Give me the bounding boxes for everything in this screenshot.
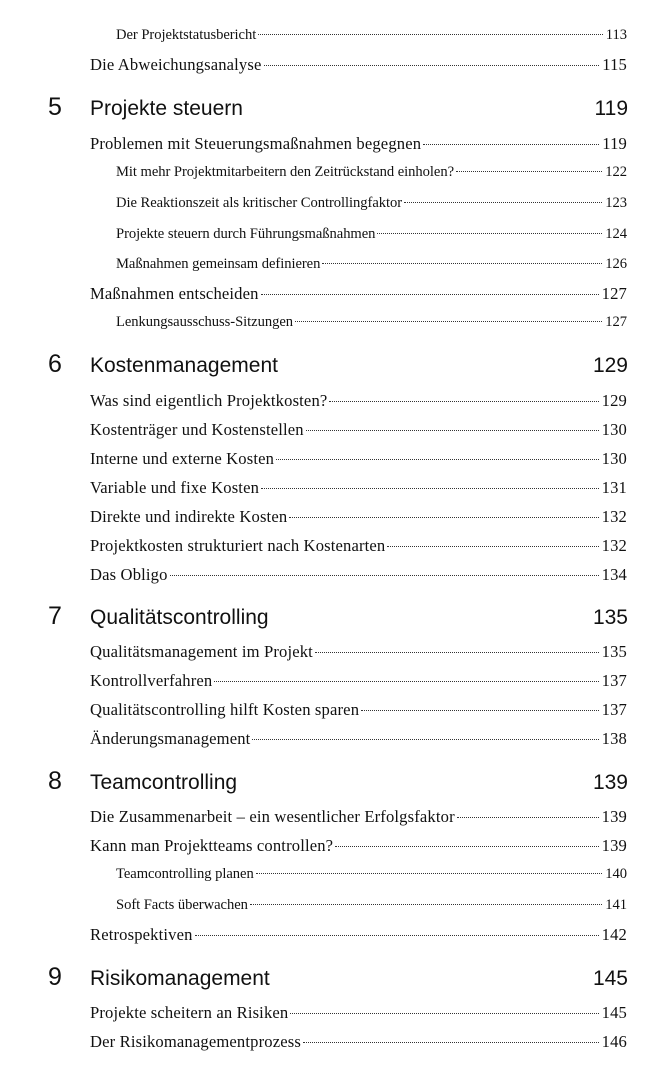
entry-page-number: 146 [601, 1032, 627, 1051]
section-entry [90, 836, 627, 856]
chapter-heading [48, 963, 628, 1003]
entry-page-number: 126 [605, 256, 627, 272]
entry-page-number: 138 [601, 729, 627, 748]
entry-title: Projekte scheitern an Risiken [90, 1003, 289, 1022]
entry-title: Qualitätscontrolling hilft Kosten sparen [90, 700, 360, 719]
chapter-number: 6 [48, 350, 62, 378]
section-entry [90, 671, 627, 691]
section-entry [90, 507, 627, 527]
entry-page-number: 127 [605, 314, 627, 330]
entry-page-number: 137 [601, 700, 627, 719]
dot-leader [322, 263, 602, 264]
entry-page-number: 140 [605, 866, 627, 882]
dot-leader [387, 546, 598, 547]
subsection-entry [116, 866, 627, 883]
dot-leader [261, 294, 599, 295]
section-entry [90, 391, 627, 411]
entry-page-number: 139 [601, 807, 627, 826]
entry-page-number: 131 [601, 478, 627, 497]
dot-leader [214, 681, 598, 682]
dot-leader [261, 488, 599, 489]
entry-title: Die Abweichungsanalyse [90, 55, 262, 74]
dot-leader [456, 171, 602, 172]
entry-page-number: 145 [601, 1003, 627, 1022]
section-entry [90, 420, 627, 440]
entry-title: Die Zusammenarbeit – ein wesentlicher Erfolgsfaktor [90, 807, 455, 826]
entry-page-number: 124 [605, 226, 627, 242]
section-entry [90, 729, 627, 749]
dot-leader [306, 430, 599, 431]
chapter-title: Projekte steuern [90, 97, 243, 120]
subsection-entry [116, 256, 627, 273]
dot-leader [423, 144, 599, 145]
chapter-page-number: 119 [594, 97, 628, 120]
section-entry [90, 536, 627, 556]
entry-page-number: 115 [602, 55, 627, 74]
section-entry [90, 565, 627, 585]
entry-title: Die Reaktionszeit als kritischer Controllingfaktor [116, 195, 403, 211]
dot-leader [256, 873, 603, 874]
dot-leader [335, 846, 598, 847]
entry-title: Projektkosten strukturiert nach Kostenarten [90, 536, 386, 555]
dot-leader [276, 459, 599, 460]
entry-title: Der Risikomanagementprozess [90, 1032, 301, 1051]
chapter-number: 9 [48, 963, 62, 991]
section-entry [90, 134, 627, 154]
chapter-heading [48, 350, 628, 390]
dot-leader [303, 1042, 599, 1043]
entry-title: Problemen mit Steuerungsmaßnahmen begegnen [90, 134, 422, 153]
entry-title: Retrospektiven [90, 925, 193, 944]
dot-leader [289, 517, 598, 518]
dot-leader [295, 321, 602, 322]
entry-page-number: 119 [602, 134, 627, 153]
entry-page-number: 141 [605, 897, 627, 913]
dot-leader [195, 935, 599, 936]
dot-leader [258, 34, 603, 35]
chapter-number: 5 [48, 93, 62, 121]
chapter-page-number: 145 [592, 967, 628, 990]
entry-page-number: 137 [601, 671, 627, 690]
chapter-page-number: 139 [592, 771, 628, 794]
entry-title: Variable und fixe Kosten [90, 478, 260, 497]
dot-leader [329, 401, 598, 402]
entry-page-number: 132 [601, 507, 627, 526]
entry-title: Das Obligo [90, 565, 168, 584]
entry-page-number: 113 [605, 27, 627, 43]
entry-page-number: 123 [605, 195, 627, 211]
entry-title: Der Projektstatusbericht [116, 27, 257, 43]
entry-title: Kontrollverfahren [90, 671, 213, 690]
chapter-heading [48, 93, 628, 133]
subsection-entry [116, 27, 627, 44]
entry-title: Interne und externe Kosten [90, 449, 275, 468]
entry-page-number: 139 [601, 836, 627, 855]
dot-leader [250, 904, 602, 905]
entry-title: Mit mehr Projektmitarbeitern den Zeitrückstand einholen? [116, 164, 455, 180]
subsection-entry [116, 314, 627, 331]
chapter-page-number: 135 [592, 606, 628, 629]
dot-leader [404, 202, 602, 203]
section-entry [90, 807, 627, 827]
chapter-heading [48, 767, 628, 807]
entry-title: Direkte und indirekte Kosten [90, 507, 288, 526]
entry-title: Änderungsmanagement [90, 729, 251, 748]
entry-page-number: 130 [601, 420, 627, 439]
entry-page-number: 129 [601, 391, 627, 410]
section-entry [90, 700, 627, 720]
dot-leader [290, 1013, 598, 1014]
subsection-entry [116, 195, 627, 212]
section-entry [90, 284, 627, 304]
entry-page-number: 134 [601, 565, 627, 584]
section-entry [90, 55, 627, 75]
subsection-entry [116, 226, 627, 243]
chapter-page-number: 129 [592, 354, 628, 377]
dot-leader [457, 817, 599, 818]
entry-page-number: 122 [605, 164, 627, 180]
chapter-title: Qualitätscontrolling [90, 606, 269, 629]
chapter-heading [48, 602, 628, 642]
entry-title: Kostenträger und Kostenstellen [90, 420, 304, 439]
subsection-entry [116, 897, 627, 914]
entry-title: Was sind eigentlich Projektkosten? [90, 391, 328, 410]
entry-title: Maßnahmen gemeinsam definieren [116, 256, 321, 272]
entry-page-number: 135 [601, 642, 627, 661]
section-entry [90, 449, 627, 469]
entry-page-number: 142 [601, 925, 627, 944]
dot-leader [361, 710, 599, 711]
entry-page-number: 132 [601, 536, 627, 555]
dot-leader [264, 65, 600, 66]
entry-title: Qualitätsmanagement im Projekt [90, 642, 313, 661]
entry-title: Projekte steuern durch Führungsmaßnahmen [116, 226, 376, 242]
entry-page-number: 130 [601, 449, 627, 468]
section-entry [90, 642, 627, 662]
dot-leader [170, 575, 599, 576]
chapter-number: 8 [48, 767, 62, 795]
section-entry [90, 1032, 627, 1052]
chapter-number: 7 [48, 602, 62, 630]
section-entry [90, 478, 627, 498]
dot-leader [377, 233, 602, 234]
chapter-title: Risikomanagement [90, 967, 270, 990]
entry-title: Teamcontrolling planen [116, 866, 254, 882]
dot-leader [315, 652, 599, 653]
section-entry [90, 1003, 627, 1023]
entry-title: Maßnahmen entscheiden [90, 284, 259, 303]
entry-title: Kann man Projektteams controllen? [90, 836, 334, 855]
entry-page-number: 127 [601, 284, 627, 303]
chapter-title: Teamcontrolling [90, 771, 238, 794]
dot-leader [252, 739, 598, 740]
chapter-title: Kostenmanagement [90, 354, 278, 377]
subsection-entry [116, 164, 627, 181]
section-entry [90, 925, 627, 945]
entry-title: Soft Facts überwachen [116, 897, 248, 913]
entry-title: Lenkungsausschuss-Sitzungen [116, 314, 293, 330]
